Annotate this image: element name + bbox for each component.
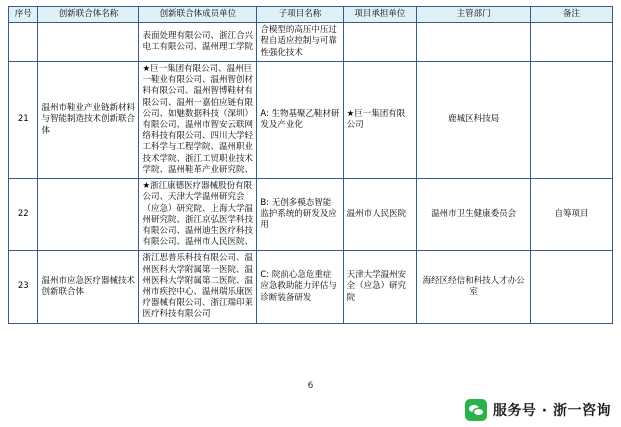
cell-index: 23 [9,251,38,323]
wechat-icon [465,399,487,421]
footer-brand [465,399,611,421]
cell-index: 21 [9,61,38,178]
cell-member-units: 表面处理有限公司、浙江合兴电工有限公司、温州理工学院 [139,23,257,62]
table-row [9,23,613,62]
table-row [9,179,613,251]
cell-member-units: ★巨一集团有限公司、温州巨一鞋业有限公司、温州智创材料有限公司、温州智博鞋材有限公司、温州一嘉伯应链有限公司、如魅数据科技（深圳）有限公司、温州市智安云联网络科技有限公司、四川大学轻工科学与工程学院、温州职业技术学院、浙江工贸职业技术学院、温州鞋革产业研究院、 [139,61,257,178]
cell-supervising-department: 鹿城区科技局 [417,61,531,178]
cell-supervising-department: 海经区经信和科技人才办公室 [417,251,531,323]
innovation-consortium-table [8,6,613,324]
cell-undertaking-unit: ★巨一集团有限公司 [343,61,417,178]
cell-remark: 自筹项目 [530,179,612,251]
cell-remark [530,61,612,178]
cell-remark [530,23,612,62]
column-header-member-units: 创新联合体成员单位 [139,7,257,23]
table-header-row [9,7,613,23]
cell-remark [530,251,612,323]
cell-member-units: 浙江思普乐科技有限公司、温州医科大学附属第一医院、温州医科大学附属第二医院、温州市疾控中心、温州瑞乐康医疗器械有限公司、浙江瑞印莱医疗科技有限公司 [139,251,257,323]
column-header-consortium-name: 创新联合体名称 [38,7,139,23]
cell-subproject-name: C: 院前心急危重症应急救助能力评估与诊断装备研发 [257,251,343,323]
column-header-undertaking-unit: 项目承担单位 [343,7,417,23]
cell-consortium-name: 温州市应急医疗器械技术创新联合体 [38,251,139,323]
cell-member-units: ★浙江康德医疗器械股份有限公司、天津大学温州研究会（应急）研究院、上海大学温州研究院、浙江京弘医学科技有限公司、温州迪生医疗科技有限公司、温州市人民医院、 [139,179,257,251]
column-header-supervising-department: 主管部门 [417,7,531,23]
cell-undertaking-unit: 温州市人民医院 [343,179,417,251]
table-row [9,251,613,323]
page-number: 6 [307,381,314,391]
cell-subproject-name: 合模型的高压中压过程自适应控制与可靠性强化技术 [257,23,343,62]
cell-supervising-department: 温州市卫生健康委员会 [417,179,531,251]
cell-index: 22 [9,179,38,251]
cell-consortium-name: 温州市鞋业产业链新材料与智能制造技术创新联合体 [38,61,139,178]
cell-subproject-name: B: 无创多模态智能监护系统的研发及应用 [257,179,343,251]
cell-undertaking-unit [343,23,417,62]
cell-subproject-name: A: 生物基聚乙鞋材研发及产业化 [257,61,343,178]
column-header-subproject-name: 子项目名称 [257,7,343,23]
footer-brand-label: 服务号 · 浙一咨询 [492,403,611,419]
column-header-index: 序号 [9,7,38,23]
cell-undertaking-unit: 天津大学温州安全（应急）研究院 [343,251,417,323]
cell-consortium-name [38,23,139,62]
cell-index [9,23,38,62]
column-header-remark: 备注 [530,7,612,23]
table-row [9,61,613,178]
cell-consortium-name [38,179,139,251]
cell-supervising-department [417,23,531,62]
